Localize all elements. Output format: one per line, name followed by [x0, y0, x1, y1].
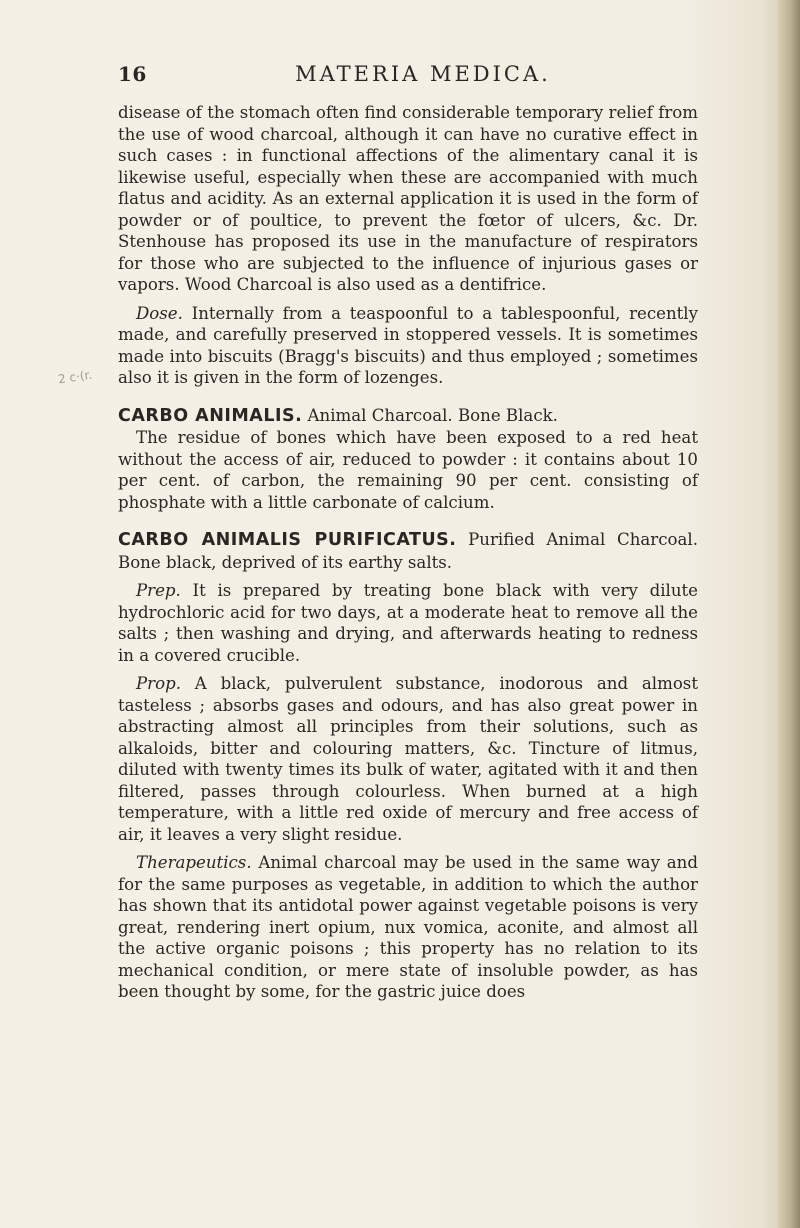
- paragraph-text: The residue of bones which have been exposed to a red heat without the access of air, reduced to powder : it contains about 10 per cent. of carbon, the remaining 90 per cent. consisting of phosphate with a little carbonate of calcium.: [118, 428, 698, 512]
- entry-subtitle: Purified Animal Charcoal. Bone black, deprived of its earthy salts.: [118, 530, 698, 572]
- body-text: [118, 102, 698, 1003]
- paragraph-wood-charcoal-uses: [118, 102, 698, 296]
- paragraph-text: A black, pulverulent substance, inodorous and almost tasteless ; absorbs gases and odours, and has also great power in abstracting almost all principles from their solutions, such as alkaloids, bitter and colouring matters, &c. Tincture of litmus, diluted with twenty times its bulk of water, agitated with it and then filtered, passes through colourless. When burned at a high temperature, with a little red oxide of mercury and free access of air, it leaves a very slight residue.: [118, 674, 698, 844]
- handwritten-margin-note: 2 c·(r.: [57, 367, 94, 387]
- paragraph-lead: Prep.: [136, 581, 181, 600]
- paragraph-carbo-animalis-desc: [118, 427, 698, 513]
- paragraph-prop: [118, 673, 698, 845]
- paragraph-text: Animal charcoal may be used in the same way and for the same purposes as vegetable, in addition to which the author has shown that its antidotal power against vegetable poisons is very great, rendering inert opium, nux vomica, aconite, and almost all the active organic poisons ; this property has no relation to its mechanical condition, or mere state of insoluble powder, as has been thought by some, for the gastric juice does: [118, 853, 698, 1001]
- paragraph-lead: Dose.: [136, 303, 183, 323]
- paragraph-dose: [118, 303, 698, 389]
- page-number: 16: [118, 62, 147, 86]
- entry-heading: CARBO ANIMALIS.: [118, 405, 303, 426]
- running-title: MATERIA MEDICA.: [295, 62, 551, 86]
- page-header: [118, 62, 688, 92]
- entry-carbo-animalis: [118, 405, 698, 428]
- entry-heading: CARBO ANIMALIS PURIFICATUS.: [118, 530, 457, 550]
- entry-carbo-animalis-purificatus: [118, 529, 698, 573]
- paragraph-text: Internally from a teaspoonful to a tablespoonful, recently made, and carefully preserved in stoppered vessels. It is sometimes made into biscuits (Bragg's biscuits) and thus employed ; sometimes also it is given in the form of lozenges.: [118, 303, 698, 387]
- page-edge: [778, 0, 800, 1228]
- paragraph-lead: Therapeutics.: [136, 853, 252, 872]
- entry-subtitle: Animal Charcoal. Bone Black.: [302, 405, 558, 425]
- paragraph-therapeutics: [118, 852, 698, 1003]
- paragraph-prep: [118, 580, 698, 666]
- paragraph-text: It is prepared by treating bone black with very dilute hydrochloric acid for two days, at a moderate heat to remove all the salts ; then washing and drying, and afterwards heating to redness in a covered crucible.: [118, 581, 698, 665]
- paragraph-lead: Prop.: [136, 674, 181, 693]
- paragraph-text: disease of the stomach often find considerable temporary relief from the use of wood charcoal, although it can have no curative effect in such cases : in functional affections of the alimentary canal it is likewise useful, especially when these are accompanied with much flatus and acidity. As an external application it is used in the form of powder or of poultice, to prevent the fœtor of ulcers, &c. Dr. Stenhouse has proposed its use in the manufacture of respirators for those who are subjected to the influence of injurious gases or vapors. Wood Charcoal is also used as a dentifrice.: [118, 103, 698, 294]
